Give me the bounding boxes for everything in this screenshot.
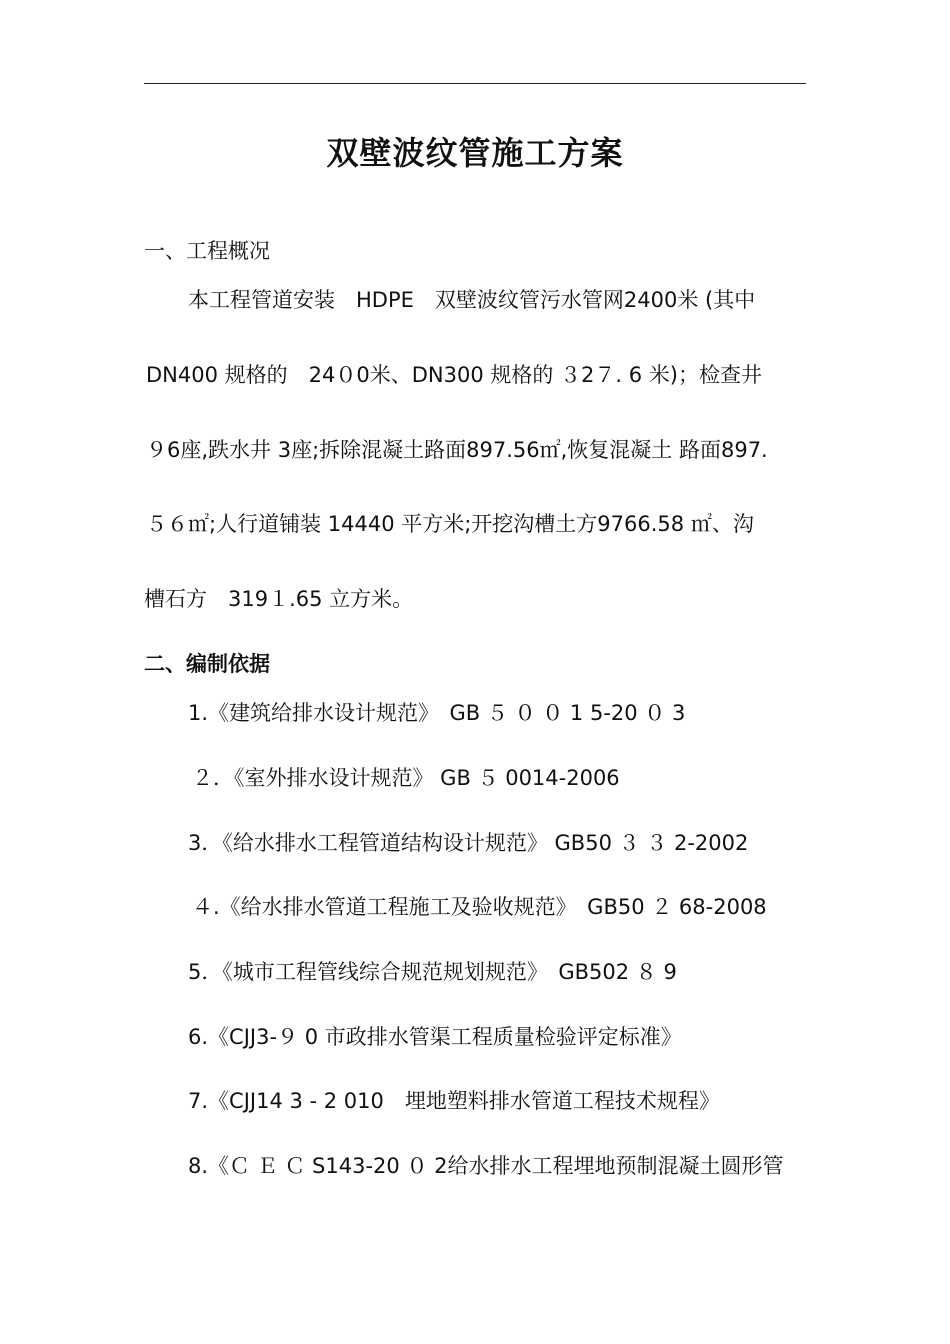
overview-paragraph-line-4: ５６㎡;人行道铺装 14440 平方米;开挖沟槽土方9766.58 ㎡、沟 <box>146 512 754 536</box>
overview-paragraph-line-5: 槽石方 319１.65 立方米。 <box>144 587 414 611</box>
basis-list-item-4: ４.《给水排水管道工程施工及验收规范》 GB50 ２ 68-2008 <box>192 895 767 919</box>
basis-list-item-5: 5．《城市工程管线综合规范规划规范》 GB502 ８ 9 <box>188 960 677 984</box>
overview-paragraph-line-3: ９6座,跌水井 3座;拆除混凝土路面897.56㎡,恢复混凝土 路面897. <box>146 438 768 462</box>
basis-list-item-8: 8.《Ｃ Ｅ Ｃ S143-20 ０ 2给水排水工程埋地预制混凝土圆形管 <box>188 1154 784 1178</box>
basis-list-item-2: ２．《室外排水设计规范》 GB ５ 0014-2006 <box>192 766 620 790</box>
overview-paragraph-line-2: DN400 规格的 24０0米、DN300 规格的 ３2７. 6 米)；检查井 <box>146 363 762 387</box>
section-heading-overview: 一、工程概况 <box>144 239 270 263</box>
document-title: 双壁波纹管施工方案 <box>326 134 624 172</box>
basis-list-item-6: 6.《CJJ3-９ 0 市政排水管渠工程质量检验评定标准》 <box>188 1025 682 1049</box>
basis-list-item-7: 7.《CJJ14 3 - 2 010 埋地塑料排水管道工程技术规程》 <box>188 1089 720 1113</box>
overview-paragraph-line-1: 本工程管道安装 HDPE 双壁波纹管污水管网2400米 (其中 <box>188 288 756 312</box>
section-heading-basis: 二、编制依据 <box>144 652 270 676</box>
header-rule <box>144 83 806 84</box>
basis-list-item-3: 3．《给水排水工程管道结构设计规范》 GB50 ３ ３ 2-2002 <box>188 831 749 855</box>
basis-list-item-1: 1.《建筑给排水设计规范》 GB ５ ０ ０ 1 5-20 ０ 3 <box>188 701 686 725</box>
